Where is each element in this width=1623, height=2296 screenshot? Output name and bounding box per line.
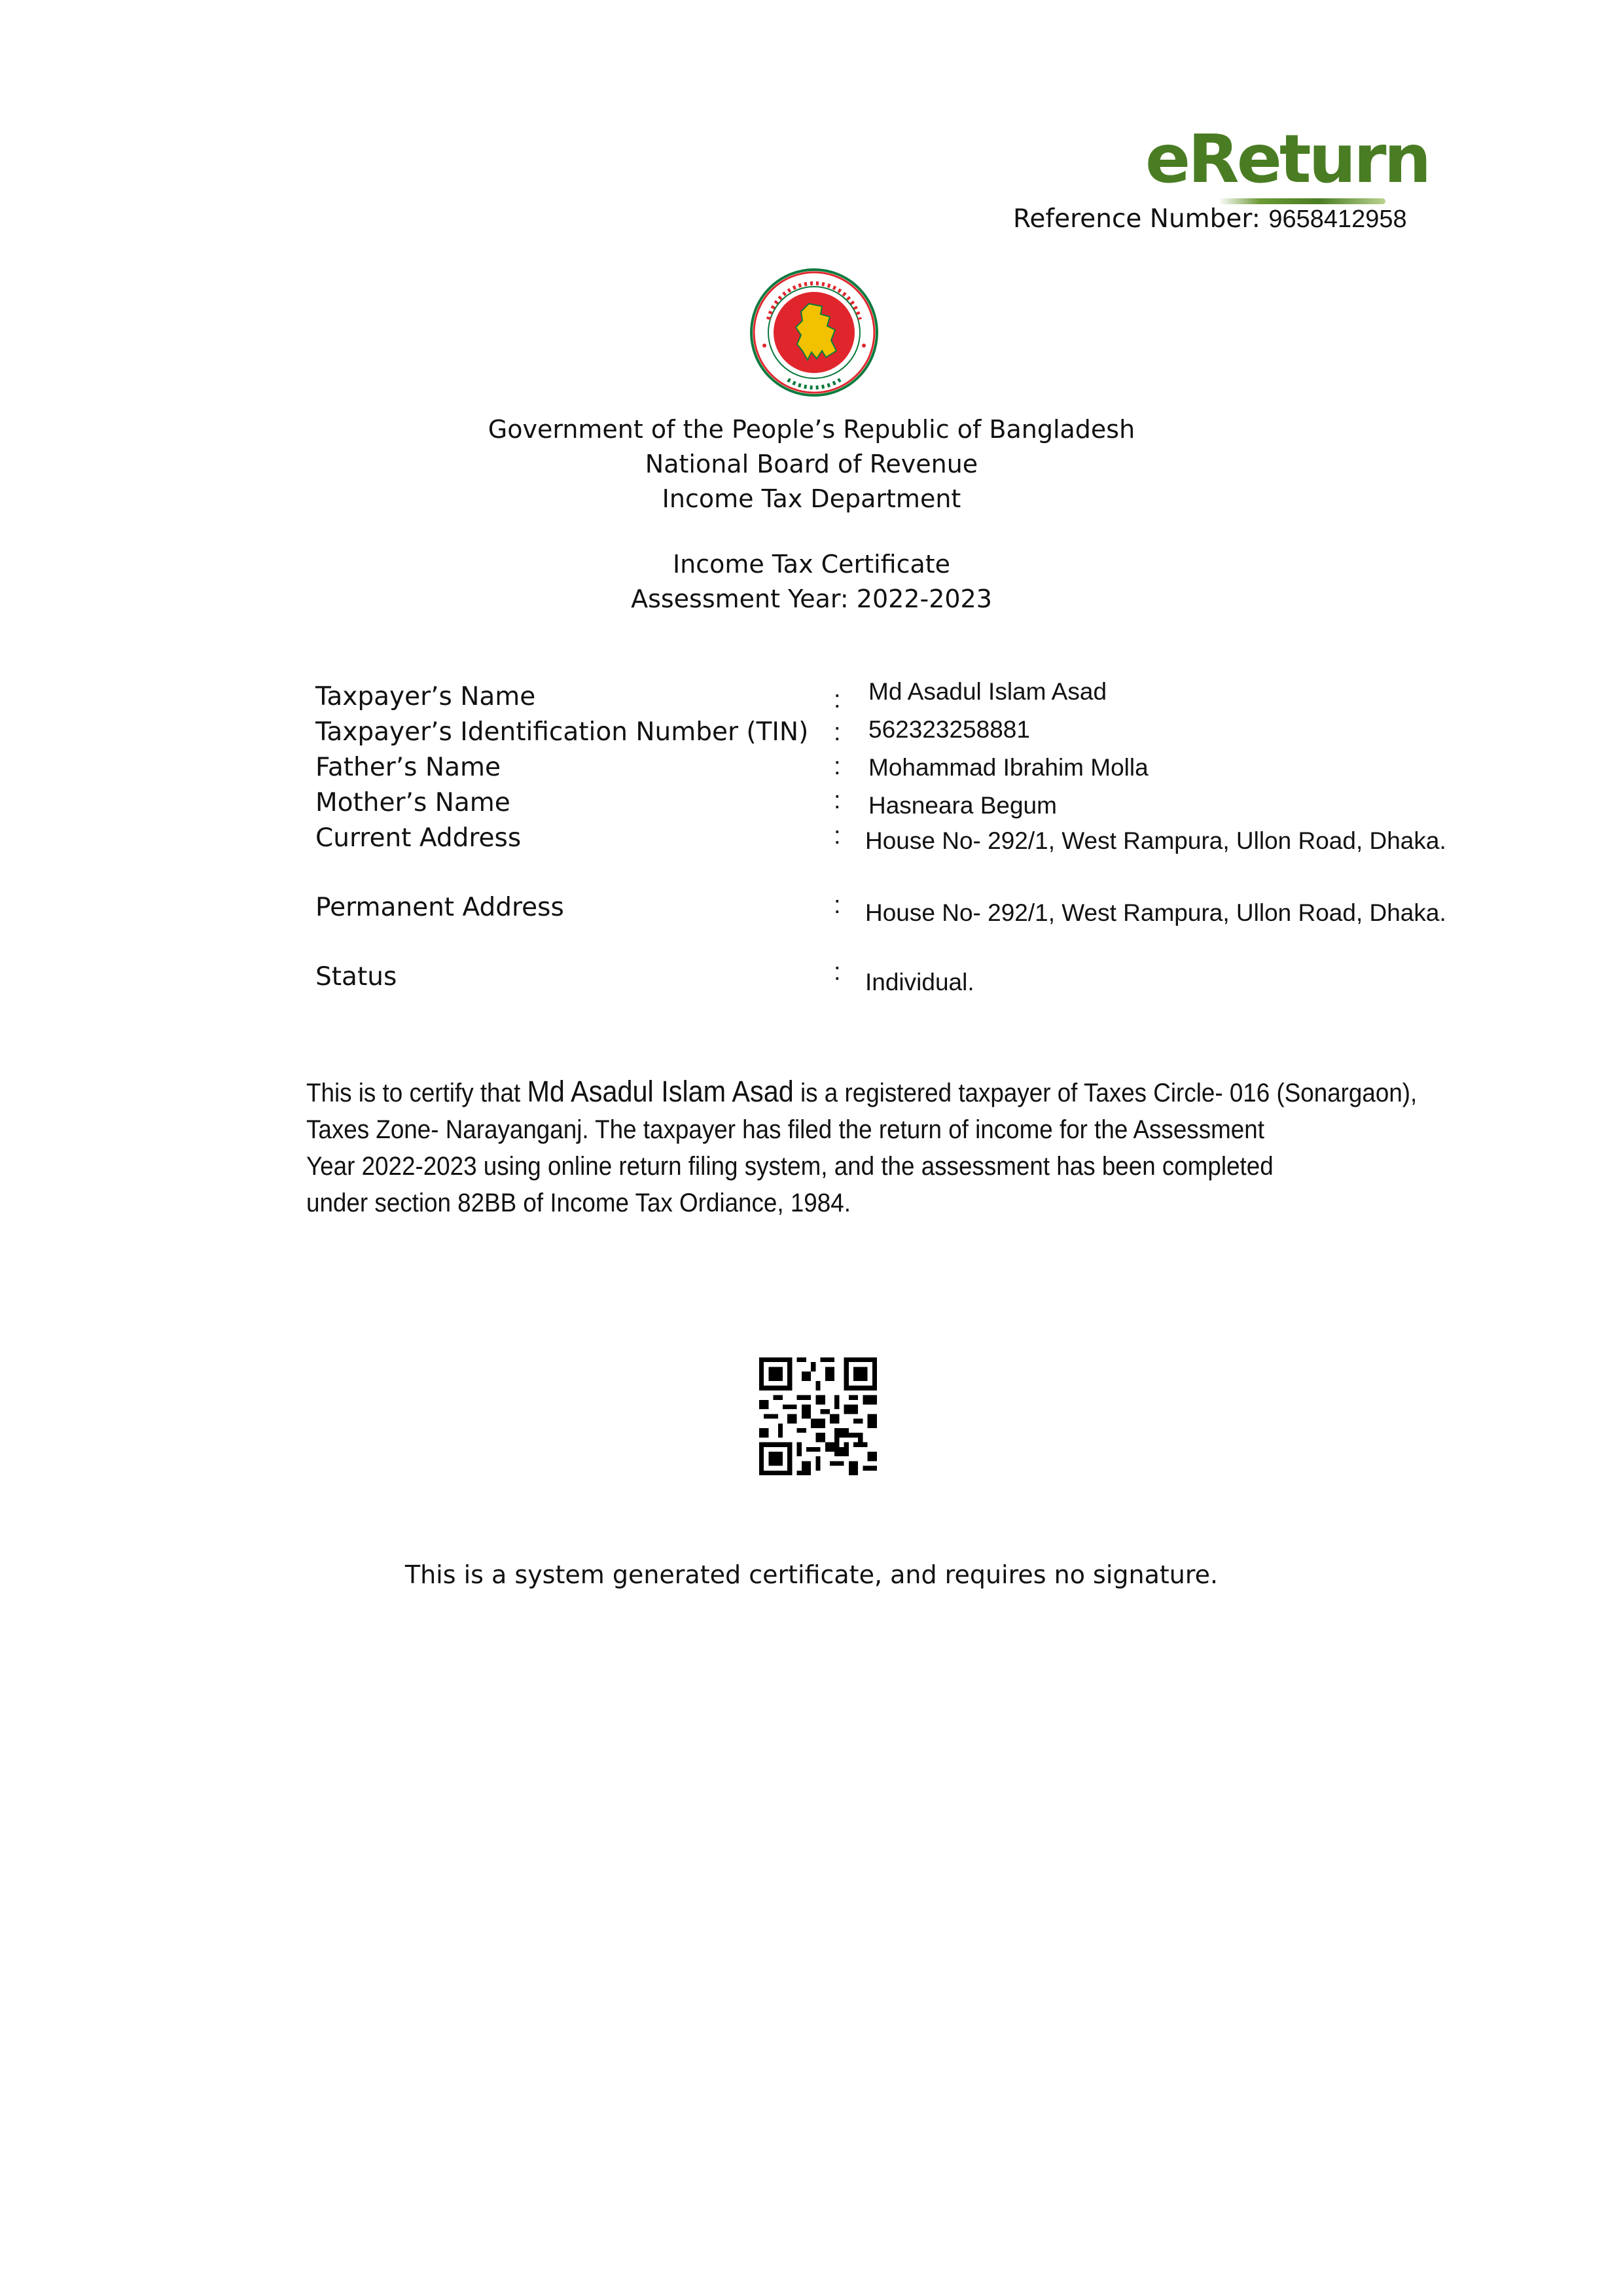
statement-line1-suffix: is a registered taxpayer of Taxes Circle- 016 (Sonargaon), xyxy=(793,1079,1418,1107)
detail-colon: : xyxy=(834,822,841,850)
ereturn-logo-text: eReturn xyxy=(1145,120,1429,198)
assessment-year: Assessment Year: 2022-2023 xyxy=(631,584,992,613)
detail-colon: : xyxy=(834,753,841,780)
detail-colon: : xyxy=(834,686,841,713)
statement-line-2: Taxes Zone- Narayanganj. The taxpayer has filed the return of income for the Assessment xyxy=(306,1115,1264,1144)
detail-label: Mother’s Name xyxy=(315,788,510,817)
detail-colon: : xyxy=(834,719,841,746)
government-title: Government of the People’s Republic of Bangladesh xyxy=(488,415,1135,444)
ereturn-logo xyxy=(1145,120,1429,206)
reference-value: 9658412958 xyxy=(1268,206,1407,233)
detail-value: Hasneara Begum xyxy=(868,792,1057,819)
detail-label: Status xyxy=(315,962,397,992)
department-title: Income Tax Department xyxy=(662,484,961,513)
statement-line-3: Year 2022-2023 using online return filing system, and the assessment has been completed xyxy=(306,1152,1274,1181)
qr-code-icon xyxy=(759,1357,877,1475)
reference-number xyxy=(1013,204,1407,234)
detail-value: House No- 292/1, West Rampura, Ullon Road, Dhaka. xyxy=(865,827,1446,854)
detail-value: Mohammad Ibrahim Molla xyxy=(868,754,1149,781)
reference-label: Reference Number: xyxy=(1013,204,1260,234)
detail-value: Md Asadul Islam Asad xyxy=(868,678,1107,705)
certification-statement xyxy=(306,1073,1418,1221)
statement-prefix: This is to certify that xyxy=(306,1079,527,1107)
footer-note: This is a system generated certificate, and requires no signature. xyxy=(404,1560,1219,1589)
statement-line-1 xyxy=(306,1073,1418,1111)
statement-taxpayer-name: Md Asadul Islam Asad xyxy=(527,1075,794,1108)
detail-value: Individual. xyxy=(865,969,974,996)
detail-label: Father’s Name xyxy=(315,753,501,782)
certificate-title: Income Tax Certificate xyxy=(672,550,951,579)
detail-colon: : xyxy=(834,958,841,986)
detail-label: Current Address xyxy=(315,823,522,853)
detail-label: Permanent Address xyxy=(315,893,564,922)
statement-line-4: under section 82BB of Income Tax Ordiance, 1984. xyxy=(306,1189,851,1217)
board-title: National Board of Revenue xyxy=(645,450,978,478)
government-seal-icon xyxy=(749,267,880,398)
issuer-header xyxy=(0,412,1623,516)
detail-value: 562323258881 xyxy=(868,716,1030,743)
detail-label: Taxpayer’s Name xyxy=(315,682,536,711)
detail-colon: : xyxy=(834,787,841,814)
certificate-heading xyxy=(0,547,1623,617)
detail-label: Taxpayer’s Identification Number (TIN) xyxy=(315,717,809,747)
detail-value: House No- 292/1, West Rampura, Ullon Road, Dhaka. xyxy=(865,899,1446,926)
detail-colon: : xyxy=(834,891,841,919)
ereturn-logo-underline xyxy=(1219,198,1385,204)
